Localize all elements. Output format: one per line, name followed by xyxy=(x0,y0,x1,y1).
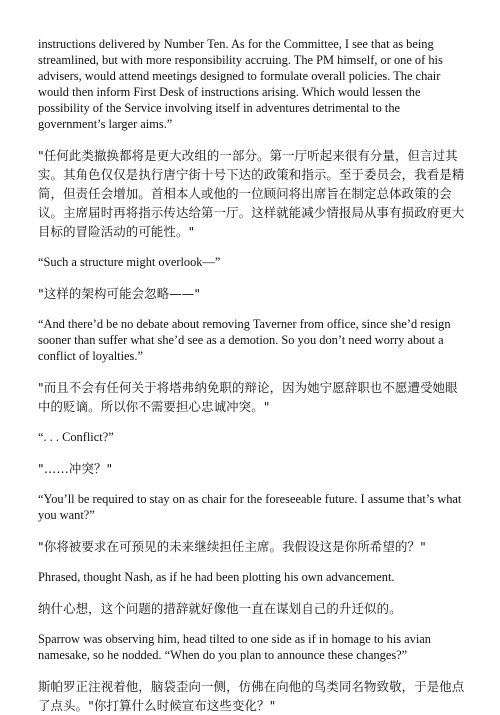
paragraph-en-2: “Such a structure might overlook—” xyxy=(38,255,221,269)
paragraph-zh-7: 斯帕罗正注视着他，脑袋歪向一侧，仿佛在向他的鸟类同名物致敬，于是他点了点头。"你打算什么时候宣布这些变化？" xyxy=(38,679,465,713)
paragraph-en-6: Phrased, thought Nash, as if he had been plotting his own advancement. xyxy=(38,570,395,584)
paragraph-en-5: “You’ll be required to stay on as chair for the foreseeable future. I assume that’s what you want?” xyxy=(38,492,462,522)
paragraph-en-4: “. . . Conflict?” xyxy=(38,430,114,444)
paragraph-en-1: instructions delivered by Number Ten. As for the Committee, I see that as being streamlined, but with more responsibility accruing. The PM himself, or one of his advisers, would attend meetings designed to formulate overall policies. The chair would then inform First Desk of instructions arising. Which would lessen the possibility of the Service involving itself in adventures detrimental to the government’s larger aims.” xyxy=(38,37,443,131)
paragraph-zh-5: "你将被要求在可预见的未来继续担任主席。我假设这是你所希望的？" xyxy=(38,539,426,554)
paragraph-zh-6: 纳什心想，这个问题的措辞就好像他一直在谋划自己的升迁似的。 xyxy=(38,601,402,616)
paragraph-zh-1: "任何此类撤换都将是更大改组的一部分。第一厅听起来很有分量，但言过其实。其角色仅仅是执行唐宁街十号下达的政策和指示。至于委员会，我看是精简，但责任会增加。首相本人或他的一位顾问将出席旨在制定总体政策的会议。主席届时再将指示传达给第一厅。这样就能减少情报局从事有损政府更大目标的冒险活动的可能性。" xyxy=(38,148,465,239)
paragraph-en-3: “And there’d be no debate about removing Taverner from office, since she’d resign sooner than suffer what she’d see as a demotion. So you don’t need worry about a conflict of loyalties.” xyxy=(38,317,451,363)
paragraph-en-7: Sparrow was observing him, head tilted to one side as if in homage to his avian namesake, so he nodded. “When do you plan to announce these changes?” xyxy=(38,632,431,662)
paragraph-zh-3: "而且不会有任何关于将塔弗纳免职的辩论，因为她宁愿辞职也不愿遭受她眼中的贬谪。所以你不需要担心忠诚冲突。" xyxy=(38,380,458,414)
document-page xyxy=(38,36,468,715)
paragraph-zh-4: "……冲突？" xyxy=(38,461,113,476)
paragraph-zh-2: "这样的架构可能会忽略——" xyxy=(38,286,201,301)
